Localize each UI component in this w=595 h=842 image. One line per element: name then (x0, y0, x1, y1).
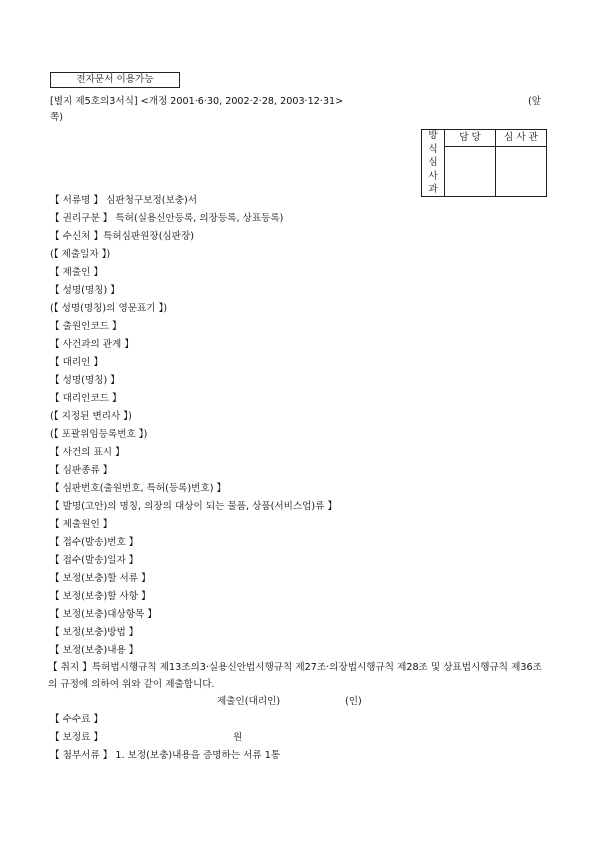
field-trial-type: 【 심판종류 】 (50, 465, 113, 476)
correction-fee-currency: 원 (233, 732, 243, 743)
field-document-to-correct: 【 보정(보충)할 서류 】 (50, 573, 151, 584)
field-submission-cause: 【 제출원인 】 (50, 519, 113, 530)
field-recipient: 【 수신처 】특허심판원장(심판장) (50, 231, 194, 242)
electronic-document-label (50, 72, 180, 88)
field-agent: 【 대리인 】 (50, 357, 104, 368)
field-submitter-english-name: (【 성명(명칭)의 영문표기 】) (50, 303, 168, 314)
approval-col-in-charge: 담 당 (445, 130, 496, 147)
approval-col-examiner: 심 사 관 (496, 130, 547, 147)
field-receipt-number: 【 접수(발송)번호 】 (50, 537, 139, 548)
field-agent-code: 【 대리인코드 】 (50, 393, 122, 404)
field-power-of-attorney-no: (【 포괄위임등록번호 】) (50, 429, 148, 440)
approval-side-char: 방 (428, 130, 438, 142)
field-fee: 【 수수료 】 (50, 714, 104, 725)
approval-sign-examiner (496, 147, 547, 197)
form-number: [별지 제5호의3서식] <개정 2001·6·30, 2002·2·28, 2003·12·31> (50, 96, 344, 107)
approval-side-char: 사 (428, 170, 438, 182)
approval-side-char: 과 (428, 184, 438, 196)
signature-seal: (인) (345, 696, 362, 707)
page-side-front-cont: 쪽) (50, 112, 64, 123)
field-submission-date: (【 제출일자 】) (50, 249, 111, 260)
signature-label: 제출인(대리인) (217, 696, 281, 707)
field-right-type: 【 권리구분 】 특허(실용신안등록, 의장등록, 상표등록) (50, 213, 284, 224)
field-correction-content: 【 보정(보충)내용 】 (50, 645, 139, 656)
field-correction-target: 【 보정(보충)대상항목 】 (50, 609, 157, 620)
field-designated-attorney: (【 지정된 변리사 】) (50, 411, 132, 422)
field-receipt-date: 【 접수(발송)일자 】 (50, 555, 139, 566)
page-side-front: (앞 (528, 96, 542, 107)
field-trial-number: 【 심판번호(출원번호, 특허(등록)번호) 】 (50, 483, 227, 494)
field-relation: 【 사건과의 관계 】 (50, 339, 134, 350)
field-submitter-name: 【 성명(명칭) 】 (50, 285, 120, 296)
field-submitter: 【 제출인 】 (50, 267, 104, 278)
field-attachments: 【 첨부서류 】 1. 보정(보충)내용을 증명하는 서류 1통 (50, 750, 281, 761)
field-document-name: 【 서류명 】 심판청구보정(보충)서 (50, 195, 198, 206)
field-case-display: 【 사건의 표시 】 (50, 447, 125, 458)
field-applicant-code: 【 출원인코드 】 (50, 321, 122, 332)
field-correction-method: 【 보정(보충)방법 】 (50, 627, 139, 638)
field-correction-fee: 【 보정료 】 (50, 732, 104, 743)
approval-sign-in-charge (445, 147, 496, 197)
approval-table (421, 129, 547, 197)
field-agent-name: 【 성명(명칭) 】 (50, 375, 120, 386)
approval-side-label (422, 130, 445, 197)
approval-side-char: 식 (428, 143, 438, 155)
field-invention-title: 【 발명(고안)의 명칭, 의장의 대상이 되는 물품, 상품(서비스업)류 】 (50, 501, 338, 512)
field-item-to-correct: 【 보정(보충)할 사항 】 (50, 591, 151, 602)
electronic-document-label-text: 전자문서 이용가능 (76, 74, 154, 86)
approval-side-char: 심 (428, 157, 438, 169)
purpose-statement: 【 취지 】특허법시행규칙 제13조의3·실용신안법시행규칙 제27조·의장법시행규칙 제28조 및 상표법시행규칙 제36조의 규정에 의하여 위와 같이 제출합니다. (48, 662, 542, 690)
